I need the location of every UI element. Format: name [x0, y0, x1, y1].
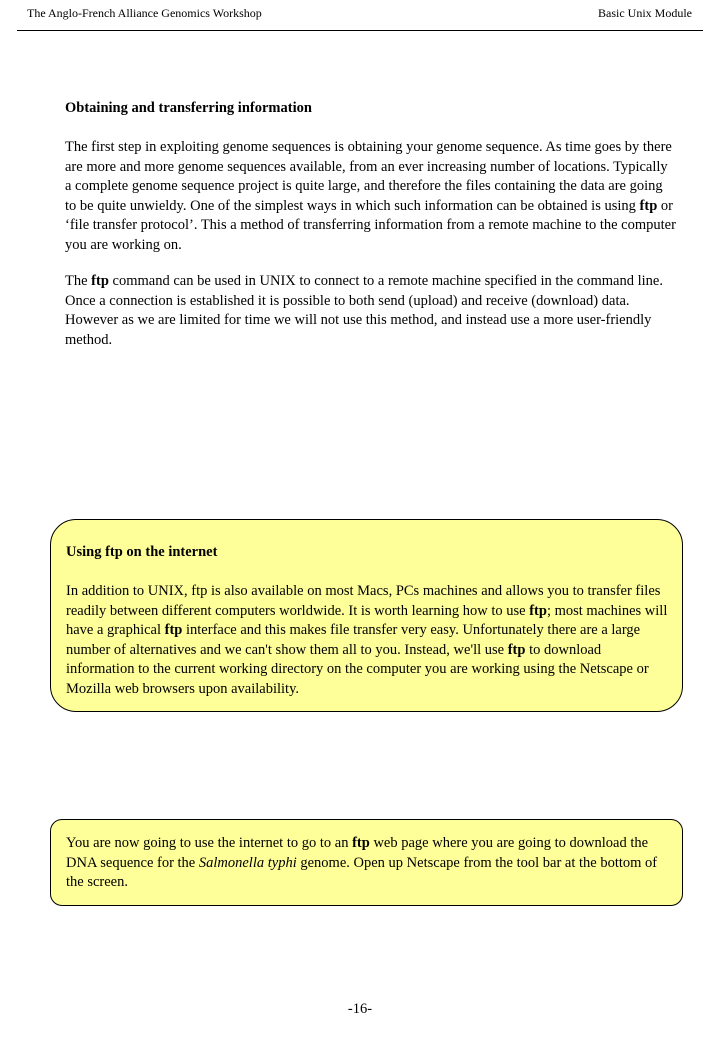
callout-text-2: ; most machines will have a graphical	[66, 602, 668, 638]
callout-title: Using ftp on the internet	[66, 544, 218, 560]
ftp-command-text-1: The	[65, 273, 92, 289]
header-course-title: The Anglo-French Alliance Genomics Workshop	[27, 6, 262, 20]
callout-text-4: to download information to the current working directory on the computer you are working using the Netscape or Mozilla web browsers upon availability.	[66, 641, 649, 697]
species-name: Salmonella typhi	[198, 854, 297, 871]
ftp-keyword: ftp	[164, 622, 183, 638]
instruction-text-1: You are now going to use the internet to go to an	[66, 835, 353, 851]
callout-text-1: In addition to UNIX, ftp is also available on most Macs, PCs machines and allows you to transfer files readily between different computers worldwide. It is worth learning how to use	[66, 583, 661, 619]
section-title	[65, 99, 677, 119]
instruction-text-3: genome. Open up Netscape from the tool bar at the bottom of the screen.	[66, 854, 658, 890]
page-header	[27, 6, 692, 20]
ftp-internet-callout	[50, 519, 683, 712]
page-number: -16-	[347, 1001, 373, 1017]
section-heading: Obtaining and transferring information	[65, 100, 312, 116]
ftp-keyword: ftp	[639, 197, 658, 214]
ftp-command-paragraph	[65, 272, 677, 350]
instruction-paragraph	[66, 834, 668, 893]
intro-text-1: The first step in exploiting genome sequences is obtaining your genome sequence. As time goes by there are more and more genome sequences available, from an ever increasing number of locations. Typically a complete genome sequence project is quite large, and therefore the files containing the data are going to be quite unwieldy. One of the simplest ways in which such information can be obtained is using	[65, 139, 672, 214]
callout-paragraph	[66, 582, 668, 699]
ftp-keyword: ftp	[352, 835, 370, 851]
ftp-command-text-2: command can be used in UNIX to connect to a remote machine specified in the command line. Once a connection is established it is possible to both send (upload) and receive (download) data. However as we are limited for time we will not use this method, and instead use a more user-friendly method.	[65, 273, 663, 348]
intro-paragraph	[65, 138, 677, 255]
ftp-keyword: ftp	[507, 641, 526, 658]
ftp-keyword: ftp	[91, 273, 109, 289]
instruction-text-2: web page where you are going to download the DNA sequence for the	[66, 835, 649, 871]
intro-text-2: or ‘file transfer protocol’. This a method of transferring information from a remote machine to the computer you are working on.	[65, 197, 676, 253]
header-module-name: Basic Unix Module	[598, 6, 692, 20]
ftp-keyword: ftp	[529, 602, 547, 619]
instruction-callout	[50, 819, 683, 906]
callout-text-3: interface and this makes file transfer very easy. Unfortunately there are a large number of alternatives and we can't show them all to you. Instead, we'll use	[66, 622, 641, 658]
header-divider	[17, 30, 703, 31]
